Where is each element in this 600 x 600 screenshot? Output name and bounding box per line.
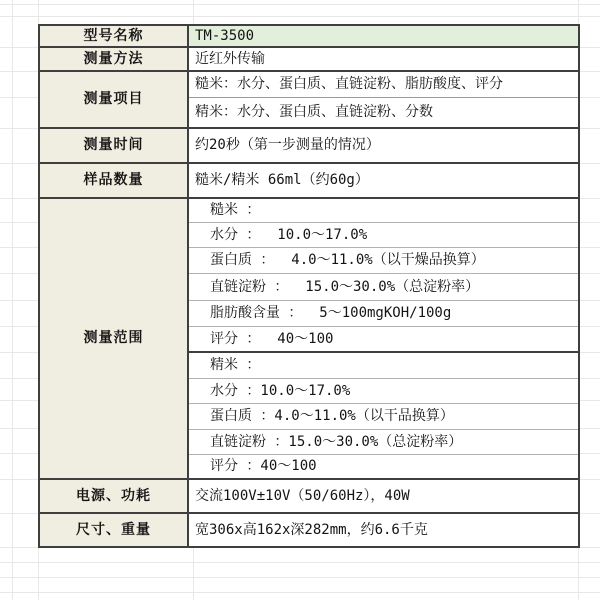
measure-items-milled-rice-cell[interactable]: [189, 98, 578, 127]
measure-items-label-cell[interactable]: [40, 72, 189, 127]
model-name-value-cell[interactable]: [189, 26, 578, 46]
milled-rice-score-cell[interactable]: [189, 455, 578, 478]
model-name-value: TM-3500: [195, 27, 255, 44]
measure-time-label-cell[interactable]: [40, 129, 189, 162]
measure-range-label-cell[interactable]: [40, 199, 189, 478]
brown-rice-header: 糙米 ：: [210, 202, 261, 219]
sample-amount-label: 样品数量: [83, 172, 144, 189]
row-measure-range: [40, 199, 578, 480]
measure-items-label: 测量项目: [83, 91, 144, 108]
row-sample-amount: [40, 164, 578, 199]
measure-method-value-cell[interactable]: [189, 48, 578, 70]
brown-rice-protein-cell[interactable]: [189, 248, 578, 274]
row-power: [40, 480, 578, 514]
milled-rice-amylose-cell[interactable]: [189, 430, 578, 455]
measure-items-brown-rice-cell[interactable]: [189, 72, 578, 98]
measure-items-milled-rice: 精米：水分、蛋白质、直链淀粉、分数: [195, 104, 433, 121]
sample-amount-label-cell[interactable]: [40, 164, 189, 197]
measure-items-brown-rice: 糙米：水分、蛋白质、直链淀粉、脂肪酸度、评分: [195, 76, 503, 93]
measure-method-label-cell[interactable]: [40, 48, 189, 70]
measure-time-label: 测量时间: [83, 137, 144, 154]
model-name-label-cell[interactable]: [40, 26, 189, 46]
row-measure-method: [40, 48, 578, 72]
measure-method-label: 测量方法: [83, 50, 144, 67]
dimensions-value-cell[interactable]: [189, 514, 578, 546]
brown-rice-fatty-acid-cell[interactable]: [189, 301, 578, 327]
brown-rice-moisture: 水分 ： 10.0～17.0%: [210, 226, 368, 243]
milled-rice-header-cell[interactable]: [189, 353, 578, 379]
measure-range-milled-rice-section: [189, 353, 578, 478]
milled-rice-moisture: 水分 ：10.0～17.0%: [210, 382, 351, 399]
milled-rice-header: 精米 ：: [210, 357, 261, 374]
row-dimensions: [40, 514, 578, 546]
row-measure-time: [40, 129, 578, 164]
power-label: 电源、功耗: [76, 487, 151, 504]
model-name-label: 型号名称: [83, 27, 144, 44]
dimensions-value: 宽306x高162x深282mm，约6.6千克: [195, 521, 428, 538]
brown-rice-header-cell[interactable]: [189, 199, 578, 223]
measure-range-brown-rice-section: [189, 199, 578, 353]
sample-amount-value-cell[interactable]: [189, 164, 578, 197]
power-value: 交流100V±10V（50/60Hz），40W: [195, 487, 410, 504]
power-value-cell[interactable]: [189, 480, 578, 512]
milled-rice-amylose: 直链淀粉 ：15.0～30.0%（总淀粉率）: [210, 433, 463, 450]
brown-rice-score-cell[interactable]: [189, 327, 578, 351]
brown-rice-amylose: 直链淀粉 ： 15.0～30.0%（总淀粉率）: [210, 278, 480, 295]
spec-table: [38, 24, 580, 548]
milled-rice-score: 评分 ：40～100: [210, 458, 317, 475]
power-label-cell[interactable]: [40, 480, 189, 512]
milled-rice-moisture-cell[interactable]: [189, 379, 578, 404]
measure-time-value: 约20秒（第一步测量的情况）: [195, 137, 380, 154]
brown-rice-fatty-acid: 脂肪酸含量 ： 5～100mgKOH/100g: [210, 305, 452, 322]
row-model-name: [40, 26, 578, 48]
milled-rice-protein: 蛋白质 ：4.0～11.0%（以干品换算）: [210, 408, 454, 425]
measure-time-value-cell[interactable]: [189, 129, 578, 162]
dimensions-label: 尺寸、重量: [76, 521, 151, 538]
brown-rice-protein: 蛋白质 ： 4.0～11.0%（以干燥品换算）: [210, 252, 485, 269]
measure-range-label: 测量范围: [83, 330, 144, 347]
brown-rice-score: 评分 ： 40～100: [210, 330, 334, 347]
sample-amount-value: 糙米/精米 66ml（约60g）: [195, 172, 369, 189]
measure-method-value: 近红外传输: [195, 50, 265, 67]
milled-rice-protein-cell[interactable]: [189, 404, 578, 430]
row-measure-items: [40, 72, 578, 129]
brown-rice-moisture-cell[interactable]: [189, 223, 578, 248]
dimensions-label-cell[interactable]: [40, 514, 189, 546]
brown-rice-amylose-cell[interactable]: [189, 274, 578, 301]
